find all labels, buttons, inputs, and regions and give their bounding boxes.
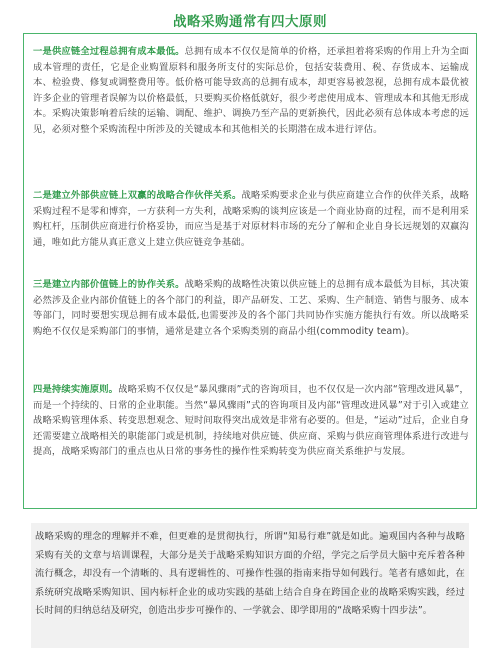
principle-paragraph <box>33 277 469 339</box>
principle-paragraph <box>33 44 469 138</box>
principle-paragraph <box>33 188 469 250</box>
principle-body: 总拥有成本不仅仅是简单的价格，还承担着将采购的作用上升为全面成本管理的责任，它是企业购置原料和服务所支付的实际总价，包括安装费用、税、存货成本、运输成本、检验费、修复或调整费用等。低价格可能导致高的总拥有成本，却更容易被忽视，总拥有成本最优被许多企业的管理者误解为以价格最低，只要购买价格低就好，很少考虑使用成本、管理成本和其他无形成本。采购决策影响着后续的运输、调配、维护、调换乃至产品的更新换代，因此必须有总体成本考虑的远见，必须对整个采购流程中所涉及的关键成本和其他相关的长期潜在成本进行评估。 <box>33 46 469 135</box>
principle-lead: 二是建立外部供应链上双赢的战略合作伙伴关系。 <box>33 190 242 201</box>
article-title: 战略采购通常有四大原则 <box>173 14 327 30</box>
principles-card <box>23 33 477 509</box>
principle-body: 战略采购要求企业与供应商建立合作的伙伴关系，战略采购过程不是零和博弈，一方获利一方失利，战略采购的谈判应该是一个商业协商的过程，而不是利用采购杠杆，压制供应商进行价格妥协，而应当是基于对原材料市场的充分了解和企业自身长远规划的双赢沟通，唯如此方能从真正意义上建立供应链竞争基础。 <box>33 190 469 248</box>
principle-lead: 一是供应链全过程总拥有成本最低。 <box>33 46 185 57</box>
principle-body: 战略采购不仅仅是“暴风骤雨”式的咨询项目，也不仅仅是一次内部“管理改进风暴”，而是一个持续的、日常的企业职能。当然“暴风骤雨”式的咨询项目及内部“管理改进风暴”对于引入或建立战略采购管理体系、转变思想观念、短时间取得突出成效是非常有必要的。但是，“运动”过后，企业自身还需要建立战略相关的职能部门或是机制，持续地对供应链、供应商、采购与供应商管理体系进行改进与提高，战略采购部门的重点也从日常的事务性的操作性采购转变为供应商关系维护与发展。 <box>33 384 469 458</box>
closing-section <box>31 523 469 648</box>
principle-body: 战略采购的战略性决策以供应链上的总拥有成本最低为目标，其决策必然涉及企业内部价值链上的各个部门的利益，即产品研发、工艺、采购、生产制造、销售与服务、成本等部门，同时要想实现总拥有成本最低,也需要涉及的各个部门共同协作实施方能执行有效。所以战略采购绝不仅仅是采购部门的事情，通常是建立各个采购类别的商品小组(commodity team)。 <box>33 279 469 337</box>
principle-paragraph <box>33 382 469 460</box>
principle-lead: 三是建立内部价值链上的协作关系。 <box>33 279 185 290</box>
closing-paragraph: 战略采购的理念的理解并不难，但更难的是贯彻执行，所谓“知易行难”就是如此。遍观国内各种与战略采购有关的文章与培训课程，大部分是关于战略采购知识方面的介绍，学完之后学员大脑中充斥着各种流行概念，却没有一个清晰的、具有逻辑性的、可操作性强的指南来指导如何践行。笔者有感如此，在系统研究战略采购知识、国内标杆企业的成功实践的基础上结合自身在跨国企业的战略采购实践，经过长时间的归纳总结及研究，创造出步步可操作的、一学就会、即学即用的“战略采购十四步法”。 <box>35 531 465 617</box>
principle-lead: 四是持续实施原则。 <box>33 384 119 395</box>
